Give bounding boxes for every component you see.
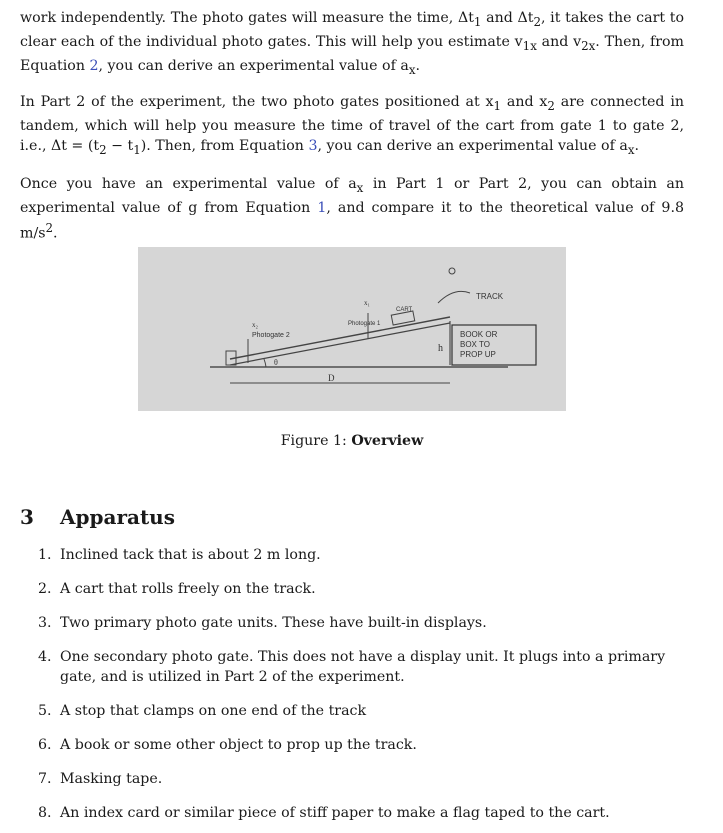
label-track: TRACK [476,292,504,301]
overview-figure [138,247,566,411]
label-gate2: Photogate 2 [252,332,290,339]
p2-text: , you can derive an experimental value of a [317,137,628,154]
item-text: One secondary photo gate. This does not have a display unit. It plugs into a primary gate, and is utilized in Part 2 of the experiment. [60,649,666,685]
list-item [20,545,684,579]
label-D: D [328,373,335,383]
sub: 1 [133,142,141,157]
sketch-background [138,247,566,411]
item-number: 4. [38,649,52,665]
item-number: 6. [38,737,52,753]
item-text: A cart that rolls freely on the track. [60,581,316,597]
section-heading [20,505,175,529]
apparatus-list [20,545,684,827]
item-number: 8. [38,805,52,821]
sub: x [408,62,416,77]
p2-text: − t [106,137,134,154]
paragraph-2 [20,92,684,160]
label-book-1: BOOK OR [460,330,498,339]
p3-text: Once you have an experimental value of a [20,176,357,192]
p3-text: . [53,225,58,242]
item-text: Masking tape. [60,771,163,787]
label-h: h [438,343,443,354]
item-text: A stop that clamps on one end of the track [60,703,367,719]
p1-text: , it takes the cart to clear each of the individual photo gates. This will help you estimate v [20,10,684,50]
label-gate1: Photogate 1 [348,321,381,327]
equation-3-link[interactable]: 3 [308,137,318,154]
sub: x [627,142,635,157]
item-text: Inclined tack that is about 2 m long. [60,547,321,563]
label-theta: θ [274,358,278,367]
item-text: An index card or similar piece of stiff paper to make a flag taped to the cart. [60,805,610,821]
list-item [20,613,684,647]
caption-title: Overview [351,433,424,449]
incline-sketch [138,247,566,411]
item-number: 5. [38,703,52,719]
list-item [20,579,684,613]
p2-text: . [634,137,639,154]
p2-text: ). Then, from Equation [140,137,309,154]
paragraph-1 [20,8,684,79]
p1-text: . [415,57,420,74]
item-text: A book or some other object to prop up the track. [60,737,417,753]
p1-text: and v [536,33,582,50]
p1-text: . Then, from Equation [20,33,684,74]
sub: x [356,180,364,195]
sub: 2 [99,142,107,157]
item-text: Two primary photo gate units. These have built-in displays. [60,615,487,631]
label-book-3: PROP UP [460,350,496,359]
sub: 1 [473,14,482,29]
sub: 2x [581,38,596,53]
label-x2: x₂ [252,321,258,329]
p2-text: are connected in tandem, which will help you measure the time of travel of the cart from gate 1 to gate 2, i.e., Δt = (t [20,94,685,154]
list-item [20,701,684,735]
item-number: 3. [38,615,52,631]
equation-2-link[interactable]: 2 [89,57,99,74]
item-number: 7. [38,771,52,787]
list-item [20,769,684,803]
p3-text: , and compare it to the theoretical value of 9.8 m/s [20,199,684,242]
item-number: 2. [38,581,52,597]
label-x1: x₁ [364,299,370,307]
label-cart: CART [396,307,413,313]
caption-prefix: Figure 1: [280,433,347,449]
list-item [20,735,684,769]
sup: 2 [45,220,54,235]
label-book-2: BOX TO [460,340,490,349]
p3-text: in Part 1 or Part 2, you can obtain an experimental value of g from Equation [20,176,685,216]
p1-text: work independently. The photo gates will measure the time, Δt [20,10,474,26]
sub: 2 [533,14,541,29]
equation-1-link[interactable]: 1 [317,199,327,216]
p1-text: and Δt [481,10,534,26]
list-item [20,803,684,827]
sub: 1 [493,98,502,113]
sub: 2 [547,98,555,113]
p1-text: , you can derive an experimental value of a [98,57,409,74]
p2-text: and x [501,94,548,110]
paragraph-3 [20,174,684,244]
section-number: 3 [20,505,34,529]
item-number: 1. [38,547,52,563]
p2-text: In Part 2 of the experiment, the two photo gates positioned at x [20,94,494,110]
section-title: Apparatus [60,505,175,529]
figure-caption [20,433,684,449]
list-item [20,647,684,701]
sub: 1x [522,38,537,53]
